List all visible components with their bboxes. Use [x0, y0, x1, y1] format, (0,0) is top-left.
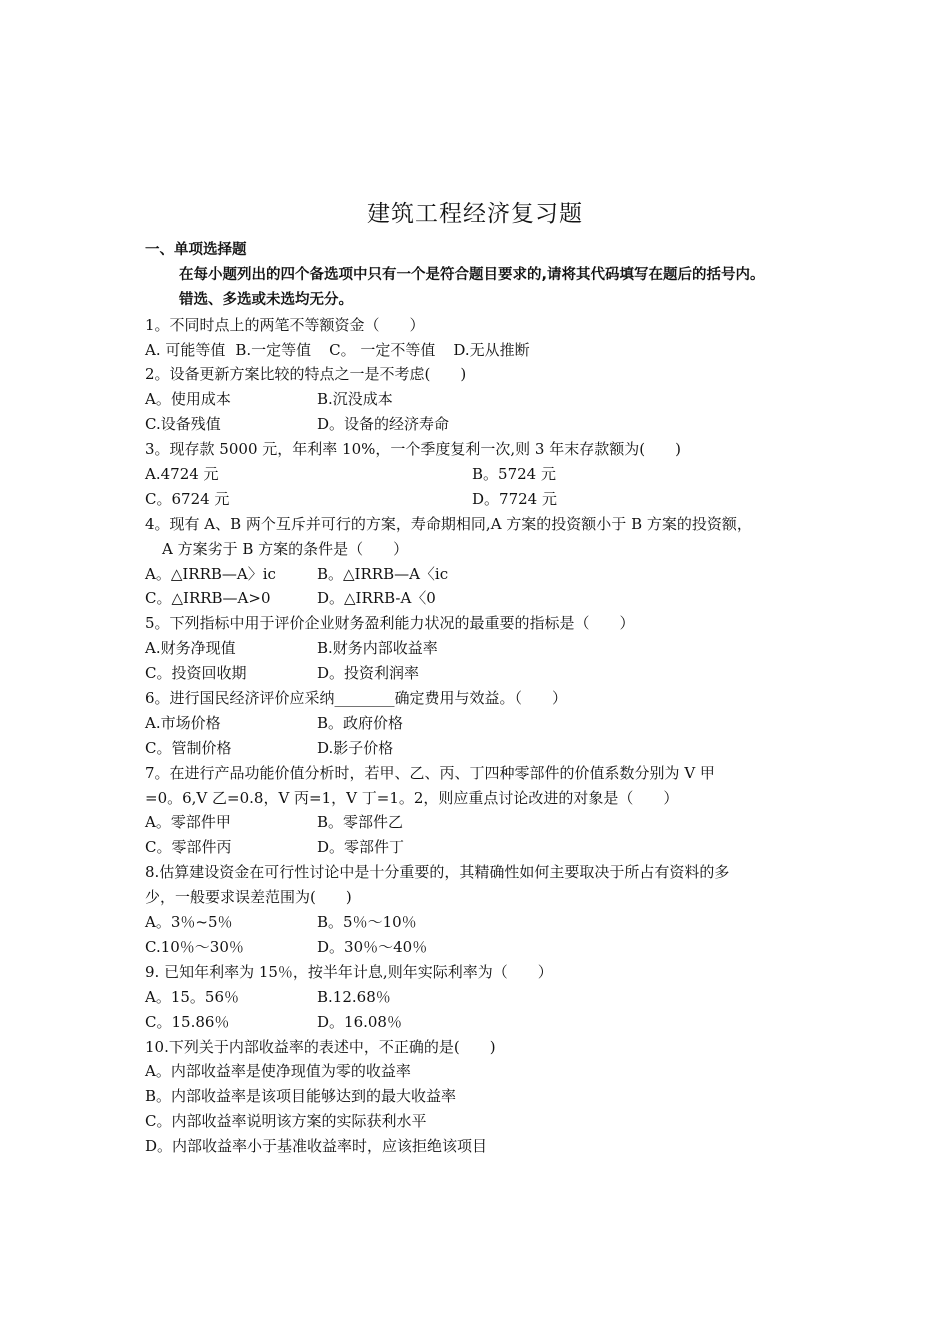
option-b: B。零部件乙: [317, 813, 404, 832]
option-b: B。政府价格: [317, 713, 404, 732]
option-d: D。内部收益率小于基准收益率时，应该拒绝该项目: [145, 1137, 488, 1156]
option-a: A。3％~5％: [145, 913, 233, 932]
option-a: A。15。56％: [145, 987, 240, 1006]
option-b: B.12.68％: [317, 987, 391, 1006]
section-heading: 一、单项选择题: [145, 242, 247, 258]
question-stem: 1。不同时点上的两笔不等额资金（ ）: [145, 315, 425, 334]
option-c: C。内部收益率说明该方案的实际获利水平: [145, 1112, 427, 1131]
question-stem: 6。进行国民经济评价应采纳________确定费用与效益。（ ）: [145, 689, 568, 708]
question-options: [145, 338, 825, 363]
option-a: A。零部件甲: [145, 813, 231, 832]
section-instruction: 在每小题列出的四个备选项中只有一个是符合题目要求的,请将其代码填写在题后的括号内。: [179, 266, 765, 283]
question-stem: 7。在进行产品功能价值分析时，若甲、乙、丙、丁四种零部件的价值系数分别为 V 甲: [145, 763, 715, 782]
question-options: [145, 810, 825, 835]
option-a: A。使用成本: [145, 390, 231, 409]
question-stem: A 方案劣于 B 方案的条件是（ ）: [162, 539, 409, 558]
question-stem: 少，一般要求误差范围为( ): [145, 888, 352, 907]
question-options: [145, 736, 825, 761]
option-c: C。管制价格: [145, 738, 232, 757]
option-b: B.沉没成本: [317, 390, 393, 409]
option-c: C.设备残值: [145, 415, 221, 434]
question-stem: 2。设备更新方案比较的特点之一是不考虑( ): [145, 365, 467, 384]
section-instruction: 错选、多选或未选均无分。: [179, 291, 353, 308]
question-options: [145, 462, 825, 487]
question-stem: 10.下列关于内部收益率的表述中，不正确的是( ): [145, 1037, 496, 1056]
question-stem: 8.估算建设资金在可行性讨论中是十分重要的，其精确性如何主要取决于所占有资料的多: [145, 863, 730, 882]
option-a: A. 可能等值: [145, 340, 226, 359]
option-b: B.一定等值: [235, 340, 312, 359]
question-options: [145, 711, 825, 736]
question-options: [145, 910, 825, 935]
question-options: [145, 487, 825, 512]
question-options: [145, 636, 825, 661]
option-c: C。零部件丙: [145, 838, 232, 857]
option-a: A。△IRRB—A〉ic: [145, 564, 276, 583]
option-d: D.无从推断: [453, 340, 530, 359]
option-a: A.财务净现值: [145, 639, 236, 658]
question-stem: =0。6,V 乙=0.8，V 丙=1，V 丁=1。2，则应重点讨论改进的对象是（ ）: [145, 788, 679, 807]
option-c: C。 一定不等值: [329, 340, 436, 359]
option-a: A.市场价格: [145, 713, 221, 732]
question-stem: 5。下列指标中用于评价企业财务盈利能力状况的最重要的指标是（ ）: [145, 614, 635, 633]
option-a: A。内部收益率是使净现值为零的收益率: [145, 1062, 411, 1081]
option-b: B。△IRRB—A〈ic: [317, 564, 449, 583]
option-c: C。投资回收期: [145, 664, 247, 683]
question-options: [145, 1010, 825, 1035]
question-stem: 4。现有 A、B 两个互斥并可行的方案，寿命期相同,A 方案的投资额小于 B 方案的投资额，: [145, 514, 752, 533]
option-d: D。设备的经济寿命: [317, 415, 450, 434]
option-d: D。投资利润率: [317, 664, 420, 683]
option-c: C.10％～30％: [145, 937, 244, 956]
option-b: B.财务内部收益率: [317, 639, 438, 658]
question-options: [145, 935, 825, 960]
question-options: [145, 835, 825, 860]
option-d: D。30％～40％: [317, 937, 428, 956]
document-title: 建筑工程经济复习题: [367, 201, 583, 227]
question-options: [145, 562, 825, 587]
option-b: B。内部收益率是该项目能够达到的最大收益率: [145, 1087, 457, 1106]
option-c: C。15.86％: [145, 1012, 230, 1031]
option-d: D。△IRRB-A〈0: [317, 589, 436, 608]
option-d: D。7724 元: [472, 489, 557, 508]
question-options: [145, 985, 825, 1010]
option-d: D。16.08％: [317, 1012, 402, 1031]
question-options: [145, 387, 825, 412]
option-c: C。6724 元: [145, 489, 230, 508]
question-options: [145, 412, 825, 437]
option-b: B。5724 元: [472, 465, 556, 484]
question-list: [145, 238, 825, 1159]
option-a: A.4724 元: [145, 465, 219, 484]
option-d: D.影子价格: [317, 738, 394, 757]
question-stem: 9. 已知年利率为 15％，按半年计息,则年实际利率为（ ）: [145, 962, 553, 981]
question-stem: 3。现存款 5000 元，年利率 10%，一个季度复利一次,则 3 年末存款额为( ): [145, 440, 681, 459]
option-b: B。5％～10％: [317, 913, 417, 932]
question-options: [145, 661, 825, 686]
option-d: D。零部件丁: [317, 838, 405, 857]
option-c: C。△IRRB—A>0: [145, 589, 271, 608]
question-options: [145, 586, 825, 611]
